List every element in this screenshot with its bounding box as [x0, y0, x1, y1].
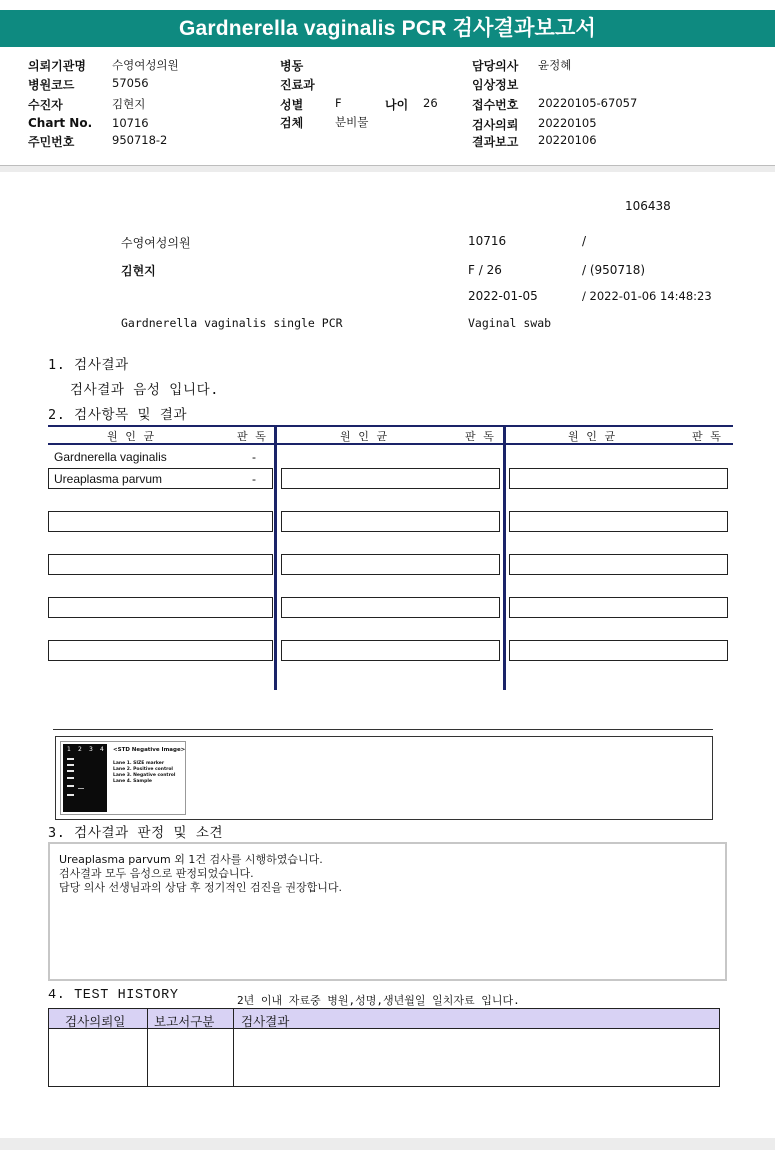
result-cell: [281, 597, 500, 618]
col-header-pathogen-1: 원 인 균: [107, 430, 155, 443]
col-header-judgement-3: 판 독: [692, 430, 722, 443]
history-column-divider: [233, 1009, 234, 1086]
table-column-divider-2: [503, 425, 506, 690]
result-row-1-pathogen: Gardnerella vaginalis: [54, 450, 167, 464]
report-date-value: 20220106: [538, 133, 597, 147]
lane-number: 3: [89, 746, 93, 753]
gel-band: [67, 758, 74, 760]
lane-number: 2: [78, 746, 82, 753]
gel-image: [60, 741, 186, 815]
request-date-label: 검사의뢰: [472, 118, 519, 132]
history-note: 2년 이내 자료중 병원,성명,생년월일 일치자료 입니다.: [237, 994, 520, 1007]
age-label: 나이: [385, 98, 409, 112]
image-divider: [53, 729, 713, 730]
receipt-no-label: 접수번호: [472, 98, 519, 112]
page-bottom-strip: [0, 1138, 775, 1150]
gel-band: [67, 777, 74, 779]
summary-specimen: Vaginal swab: [468, 316, 552, 330]
result-cell: [509, 640, 728, 661]
gel-legend-title: <STD Negative Image>: [113, 747, 186, 753]
dept-label: 진료과: [280, 78, 315, 92]
receipt-no-value: 20220105-67057: [538, 96, 638, 110]
report-date-label: 결과보고: [472, 135, 519, 149]
summary-test-name: Gardnerella vaginalis single PCR: [121, 316, 343, 330]
gel-legend-line: Lane 2. Positive control: [113, 767, 173, 772]
result-cell: [509, 554, 728, 575]
comment-box: [48, 842, 727, 981]
summary-birth: / (950718): [582, 263, 646, 277]
result-cell: [48, 511, 273, 532]
result-cell: [281, 640, 500, 661]
chart-no-value: 10716: [112, 116, 149, 130]
report-number: 106438: [625, 199, 671, 213]
comment-line: Ureaplasma parvum 외 1건 검사를 시행하였습니다.: [59, 853, 323, 866]
table-top-rule: [48, 425, 733, 427]
history-col-result: 검사결과: [241, 1014, 290, 1029]
institution-value: 수영여성의원: [112, 58, 179, 72]
result-row-2-value: -: [252, 472, 256, 486]
col-header-pathogen-3: 원 인 균: [568, 430, 616, 443]
clinical-info-label: 임상정보: [472, 78, 519, 92]
result-cell: [48, 554, 273, 575]
section-3-title: 3. 검사결과 판정 및 소견: [48, 825, 224, 841]
gel-legend-line: Lane 1. SIZE marker: [113, 761, 165, 766]
hospital-code-label: 병원코드: [28, 78, 75, 92]
history-column-divider: [147, 1009, 148, 1086]
sex-value: F: [335, 96, 342, 110]
summary-chart-no: 10716: [468, 234, 507, 248]
patient-label: 수진자: [28, 98, 63, 112]
lane-number: 4: [100, 746, 104, 753]
result-cell: [509, 597, 728, 618]
section-2-title: 2. 검사항목 및 결과: [48, 407, 188, 423]
gel-legend-line: Lane 3. Negative control: [113, 773, 176, 778]
gel-band: [67, 785, 74, 787]
sex-label: 성별: [280, 98, 304, 112]
summary-clinic: 수영여성의원: [121, 236, 191, 250]
specimen-label: 검체: [280, 116, 304, 130]
doctor-value: 윤정혜: [538, 58, 572, 72]
rrn-value: 950718-2: [112, 133, 168, 147]
summary-separator: /: [582, 234, 587, 248]
gel-electrophoresis-image: [63, 744, 107, 812]
patient-value: 김현지: [112, 97, 146, 111]
result-row-1-value: -: [252, 450, 256, 464]
hospital-code-value: 57056: [112, 76, 149, 90]
gel-band: [67, 770, 74, 772]
result-cell: [509, 468, 728, 489]
result-cell: [281, 468, 500, 489]
result-cell: [48, 597, 273, 618]
result-cell: [509, 511, 728, 532]
doctor-label: 담당의사: [472, 59, 519, 73]
gel-band: [67, 764, 74, 766]
comment-line: 검사결과 모두 음성으로 판정되었습니다.: [59, 867, 254, 880]
report-title: Gardnerella vaginalis PCR 검사결과보고서: [0, 10, 775, 47]
summary-request-date: 2022-01-05: [468, 289, 538, 303]
table-column-divider-1: [274, 425, 277, 690]
summary-report-datetime: / 2022-01-06 14:48:23: [582, 289, 712, 303]
age-value: 26: [423, 96, 438, 110]
gel-band: [67, 794, 74, 796]
col-header-pathogen-2: 원 인 균: [340, 430, 388, 443]
chart-no-label: Chart No.: [28, 116, 93, 130]
history-col-request-date: 검사의뢰일: [65, 1014, 126, 1029]
section-1-result: 검사결과 음성 입니다.: [70, 382, 219, 398]
gel-band: [78, 788, 84, 789]
page-top-strip: [0, 166, 775, 172]
rrn-label: 주민번호: [28, 135, 75, 149]
result-cell: [281, 554, 500, 575]
result-cell: [48, 640, 273, 661]
result-row-2-pathogen: Ureaplasma parvum: [54, 472, 163, 486]
history-table: [48, 1008, 720, 1087]
ward-label: 병동: [280, 59, 304, 73]
summary-sex-age: F / 26: [468, 263, 502, 277]
result-cell: [281, 511, 500, 532]
section-1-title: 1. 검사결과: [48, 357, 129, 373]
comment-line: 담당 의사 선생님과의 상담 후 정기적인 검진을 권장합니다.: [59, 881, 342, 894]
summary-patient: 김현지: [121, 264, 156, 278]
specimen-value: 분비물: [335, 115, 369, 129]
institution-label: 의뢰기관명: [28, 59, 86, 73]
col-header-judgement-2: 판 독: [465, 430, 495, 443]
gel-legend-line: Lane 4. Sample: [113, 779, 152, 784]
history-col-report-type: 보고서구분: [154, 1014, 215, 1029]
request-date-value: 20220105: [538, 116, 597, 130]
section-4-title: 4. TEST HISTORY: [48, 988, 179, 1003]
col-header-judgement-1: 판 독: [237, 430, 267, 443]
lane-number: 1: [67, 746, 71, 753]
history-table-header: [49, 1009, 719, 1029]
